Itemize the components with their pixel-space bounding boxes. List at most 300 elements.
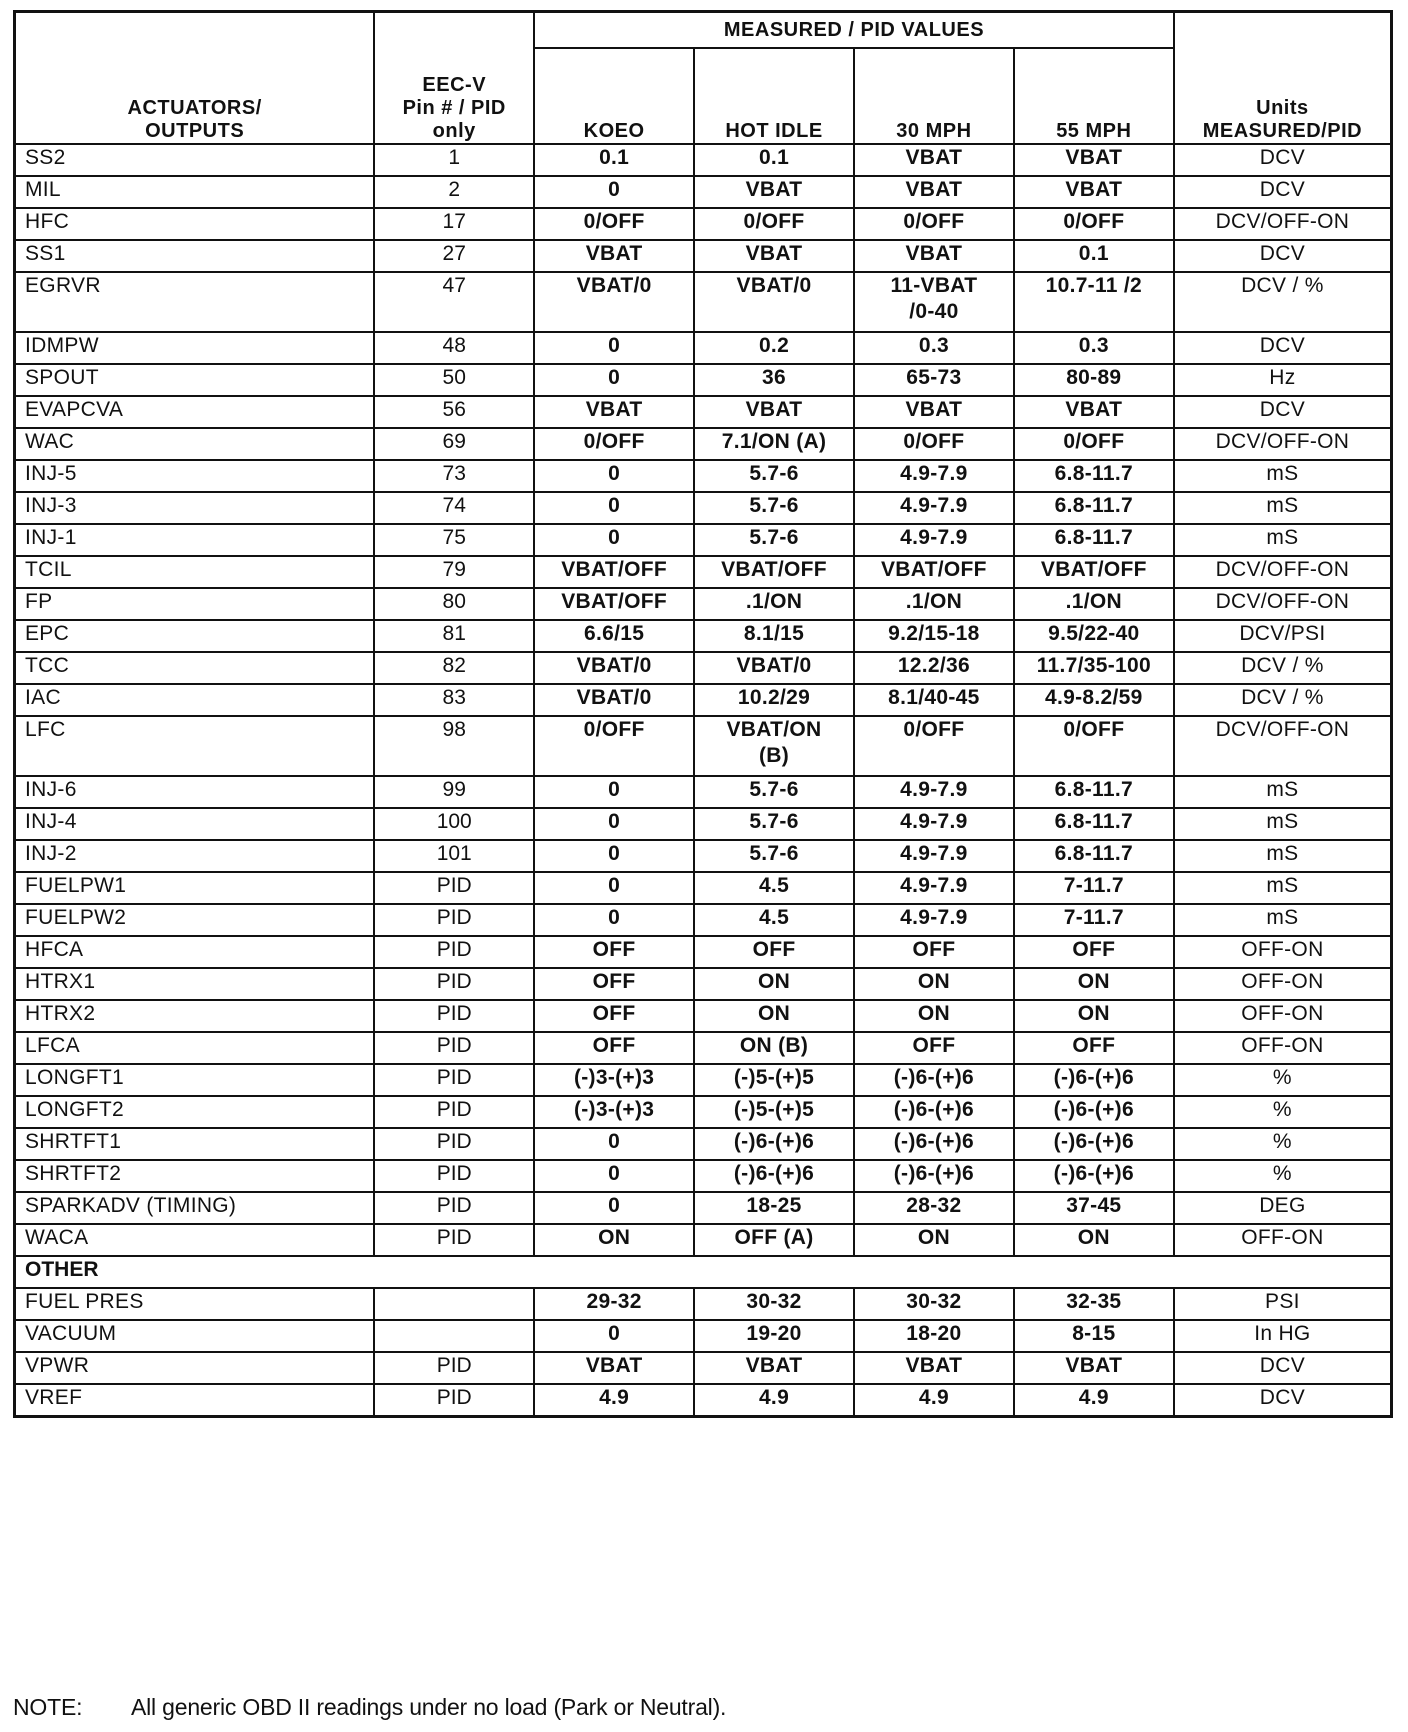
- cell-hot-idle: VBAT/0: [694, 652, 854, 684]
- cell-pin: 101: [374, 840, 534, 872]
- cell-units: DCV: [1174, 1352, 1392, 1384]
- section-row-other: [15, 1256, 1392, 1288]
- cell-name: VACUUM: [15, 1320, 375, 1352]
- cell-hot-idle: 19-20: [694, 1320, 854, 1352]
- cell-55mph: 0/OFF: [1014, 716, 1174, 776]
- cell-55mph: VBAT: [1014, 176, 1174, 208]
- cell-pin: 48: [374, 332, 534, 364]
- cell-pin: 74: [374, 492, 534, 524]
- cell-55mph: 8-15: [1014, 1320, 1174, 1352]
- cell-hot-idle: VBAT/0: [694, 272, 854, 332]
- cell-units: OFF-ON: [1174, 936, 1392, 968]
- cell-hot-idle: OFF (A): [694, 1224, 854, 1256]
- header-pin: EEC-V Pin # / PID only: [374, 12, 534, 145]
- cell-units: mS: [1174, 840, 1392, 872]
- cell-koeo: VBAT/OFF: [534, 556, 694, 588]
- cell-30mph: 0/OFF: [854, 208, 1014, 240]
- cell-30mph: 4.9-7.9: [854, 904, 1014, 936]
- cell-hot-idle: VBAT: [694, 396, 854, 428]
- table-row: [15, 1288, 1392, 1320]
- cell-koeo: 0: [534, 492, 694, 524]
- cell-koeo: 0: [534, 364, 694, 396]
- cell-55mph: 6.8-11.7: [1014, 460, 1174, 492]
- cell-units: mS: [1174, 776, 1392, 808]
- cell-hot-idle: (-)5-(+)5: [694, 1096, 854, 1128]
- cell-name: SS1: [15, 240, 375, 272]
- cell-hot-idle: 0.2: [694, 332, 854, 364]
- header-30mph: 30 MPH: [854, 48, 1014, 144]
- cell-koeo: 0: [534, 1192, 694, 1224]
- cell-pin: PID: [374, 1000, 534, 1032]
- cell-name: FUEL PRES: [15, 1288, 375, 1320]
- cell-name: LONGFT2: [15, 1096, 375, 1128]
- cell-30mph: 18-20: [854, 1320, 1014, 1352]
- cell-hot-idle: (-)6-(+)6: [694, 1160, 854, 1192]
- cell-units: DCV / %: [1174, 684, 1392, 716]
- cell-koeo: OFF: [534, 936, 694, 968]
- cell-units: mS: [1174, 460, 1392, 492]
- cell-55mph: (-)6-(+)6: [1014, 1160, 1174, 1192]
- cell-koeo: 0: [534, 524, 694, 556]
- cell-pin: PID: [374, 1032, 534, 1064]
- table-row: [15, 332, 1392, 364]
- table-row: [15, 1384, 1392, 1417]
- table-row: [15, 396, 1392, 428]
- cell-55mph: 0.1: [1014, 240, 1174, 272]
- table-row: [15, 524, 1392, 556]
- cell-pin: 80: [374, 588, 534, 620]
- cell-pin: 2: [374, 176, 534, 208]
- cell-koeo: VBAT/0: [534, 272, 694, 332]
- cell-koeo: 0: [534, 904, 694, 936]
- cell-55mph: 6.8-11.7: [1014, 492, 1174, 524]
- cell-units: DCV/OFF-ON: [1174, 716, 1392, 776]
- table-row: [15, 968, 1392, 1000]
- cell-pin: PID: [374, 1096, 534, 1128]
- cell-koeo: 4.9: [534, 1384, 694, 1417]
- cell-30mph: VBAT: [854, 176, 1014, 208]
- cell-hot-idle: 0/OFF: [694, 208, 854, 240]
- cell-units: DCV/PSI: [1174, 620, 1392, 652]
- cell-units: In HG: [1174, 1320, 1392, 1352]
- footnote: [13, 1693, 726, 1721]
- cell-55mph: 0/OFF: [1014, 208, 1174, 240]
- cell-koeo: ON: [534, 1224, 694, 1256]
- cell-units: DCV/OFF-ON: [1174, 588, 1392, 620]
- cell-name: SHRTFT2: [15, 1160, 375, 1192]
- cell-units: mS: [1174, 524, 1392, 556]
- cell-pin: 99: [374, 776, 534, 808]
- cell-pin: PID: [374, 968, 534, 1000]
- cell-30mph: 4.9-7.9: [854, 840, 1014, 872]
- cell-name: INJ-1: [15, 524, 375, 556]
- table-row: [15, 176, 1392, 208]
- cell-name: HTRX1: [15, 968, 375, 1000]
- cell-55mph: 6.8-11.7: [1014, 776, 1174, 808]
- cell-koeo: VBAT: [534, 1352, 694, 1384]
- table-row: [15, 240, 1392, 272]
- cell-hot-idle: (-)5-(+)5: [694, 1064, 854, 1096]
- cell-units: %: [1174, 1096, 1392, 1128]
- cell-name: IAC: [15, 684, 375, 716]
- cell-name: LFCA: [15, 1032, 375, 1064]
- cell-units: OFF-ON: [1174, 1224, 1392, 1256]
- cell-30mph: 30-32: [854, 1288, 1014, 1320]
- cell-pin: 81: [374, 620, 534, 652]
- cell-30mph: ON: [854, 968, 1014, 1000]
- cell-units: mS: [1174, 808, 1392, 840]
- cell-pin: PID: [374, 872, 534, 904]
- cell-55mph: 4.9-8.2/59: [1014, 684, 1174, 716]
- cell-koeo: OFF: [534, 968, 694, 1000]
- cell-name: FP: [15, 588, 375, 620]
- cell-55mph: (-)6-(+)6: [1014, 1096, 1174, 1128]
- table-row: [15, 808, 1392, 840]
- cell-name: HFC: [15, 208, 375, 240]
- cell-30mph: ON: [854, 1224, 1014, 1256]
- cell-pin: 82: [374, 652, 534, 684]
- cell-name: EPC: [15, 620, 375, 652]
- cell-55mph: ON: [1014, 1000, 1174, 1032]
- table-row: [15, 1192, 1392, 1224]
- cell-30mph: 65-73: [854, 364, 1014, 396]
- cell-name: INJ-2: [15, 840, 375, 872]
- cell-koeo: 29-32: [534, 1288, 694, 1320]
- cell-pin: 73: [374, 460, 534, 492]
- cell-koeo: VBAT: [534, 240, 694, 272]
- cell-pin: 17: [374, 208, 534, 240]
- cell-hot-idle: ON: [694, 1000, 854, 1032]
- table-row: [15, 1352, 1392, 1384]
- cell-koeo: (-)3-(+)3: [534, 1096, 694, 1128]
- cell-30mph: 4.9-7.9: [854, 776, 1014, 808]
- cell-koeo: 0: [534, 776, 694, 808]
- cell-pin: PID: [374, 1064, 534, 1096]
- cell-name: INJ-5: [15, 460, 375, 492]
- cell-55mph: 9.5/22-40: [1014, 620, 1174, 652]
- table-row: [15, 872, 1392, 904]
- cell-pin: PID: [374, 1224, 534, 1256]
- cell-units: mS: [1174, 492, 1392, 524]
- cell-koeo: 0: [534, 840, 694, 872]
- cell-units: %: [1174, 1128, 1392, 1160]
- cell-name: VPWR: [15, 1352, 375, 1384]
- cell-55mph: 7-11.7: [1014, 872, 1174, 904]
- cell-koeo: 0: [534, 1320, 694, 1352]
- cell-hot-idle: 7.1/ON (A): [694, 428, 854, 460]
- cell-30mph: ON: [854, 1000, 1014, 1032]
- cell-hot-idle: ON: [694, 968, 854, 1000]
- cell-30mph: OFF: [854, 1032, 1014, 1064]
- cell-55mph: 80-89: [1014, 364, 1174, 396]
- cell-name: SS2: [15, 144, 375, 176]
- cell-55mph: OFF: [1014, 1032, 1174, 1064]
- cell-30mph: (-)6-(+)6: [854, 1128, 1014, 1160]
- cell-name: WAC: [15, 428, 375, 460]
- cell-30mph: (-)6-(+)6: [854, 1096, 1014, 1128]
- cell-units: OFF-ON: [1174, 968, 1392, 1000]
- cell-55mph: 6.8-11.7: [1014, 524, 1174, 556]
- cell-hot-idle: VBAT: [694, 176, 854, 208]
- cell-pin: 47: [374, 272, 534, 332]
- cell-units: DCV / %: [1174, 652, 1392, 684]
- cell-units: DCV: [1174, 240, 1392, 272]
- table-row: [15, 364, 1392, 396]
- cell-30mph: .1/ON: [854, 588, 1014, 620]
- cell-hot-idle: 5.7-6: [694, 776, 854, 808]
- cell-units: PSI: [1174, 1288, 1392, 1320]
- cell-units: DCV/OFF-ON: [1174, 556, 1392, 588]
- cell-name: VREF: [15, 1384, 375, 1417]
- table-row: [15, 652, 1392, 684]
- cell-units: OFF-ON: [1174, 1032, 1392, 1064]
- table-row: [15, 1160, 1392, 1192]
- pid-values-table: [13, 10, 1393, 1418]
- table-row: [15, 620, 1392, 652]
- cell-name: TCC: [15, 652, 375, 684]
- section-label: OTHER: [15, 1256, 1392, 1288]
- cell-30mph: 4.9: [854, 1384, 1014, 1417]
- table-row: [15, 840, 1392, 872]
- cell-55mph: ON: [1014, 1224, 1174, 1256]
- cell-name: INJ-3: [15, 492, 375, 524]
- cell-pin: PID: [374, 936, 534, 968]
- cell-pin: [374, 1288, 534, 1320]
- table-row: [15, 556, 1392, 588]
- cell-55mph: OFF: [1014, 936, 1174, 968]
- cell-30mph: 0/OFF: [854, 716, 1014, 776]
- cell-koeo: VBAT/OFF: [534, 588, 694, 620]
- cell-units: DCV: [1174, 396, 1392, 428]
- cell-name: IDMPW: [15, 332, 375, 364]
- cell-30mph: VBAT: [854, 1352, 1014, 1384]
- table-row: [15, 144, 1392, 176]
- table-row: [15, 1224, 1392, 1256]
- table-row: [15, 428, 1392, 460]
- cell-hot-idle: 18-25: [694, 1192, 854, 1224]
- cell-koeo: (-)3-(+)3: [534, 1064, 694, 1096]
- cell-pin: 1: [374, 144, 534, 176]
- cell-55mph: VBAT: [1014, 1352, 1174, 1384]
- cell-30mph: 4.9-7.9: [854, 460, 1014, 492]
- table-row: [15, 936, 1392, 968]
- cell-55mph: VBAT: [1014, 144, 1174, 176]
- header-units: Units MEASURED/PID: [1174, 12, 1392, 145]
- cell-55mph: 11.7/35-100: [1014, 652, 1174, 684]
- cell-30mph: VBAT: [854, 144, 1014, 176]
- cell-55mph: 0/OFF: [1014, 428, 1174, 460]
- cell-55mph: 37-45: [1014, 1192, 1174, 1224]
- cell-koeo: 0/OFF: [534, 716, 694, 776]
- cell-hot-idle: 5.7-6: [694, 840, 854, 872]
- cell-koeo: 0: [534, 1160, 694, 1192]
- cell-units: DCV / %: [1174, 272, 1392, 332]
- cell-pin: 27: [374, 240, 534, 272]
- cell-units: %: [1174, 1160, 1392, 1192]
- header-measured-group: MEASURED / PID VALUES: [534, 12, 1174, 49]
- cell-30mph: 0.3: [854, 332, 1014, 364]
- table-row: [15, 1320, 1392, 1352]
- cell-units: OFF-ON: [1174, 1000, 1392, 1032]
- cell-hot-idle: 5.7-6: [694, 524, 854, 556]
- cell-pin: PID: [374, 1352, 534, 1384]
- cell-units: DCV: [1174, 144, 1392, 176]
- cell-55mph: 6.8-11.7: [1014, 808, 1174, 840]
- cell-pin: PID: [374, 1192, 534, 1224]
- table-row: [15, 588, 1392, 620]
- cell-hot-idle: ON (B): [694, 1032, 854, 1064]
- table-row: [15, 1064, 1392, 1096]
- cell-name: SHRTFT1: [15, 1128, 375, 1160]
- table-row: [15, 904, 1392, 936]
- header-koeo: KOEO: [534, 48, 694, 144]
- cell-koeo: OFF: [534, 1032, 694, 1064]
- cell-hot-idle: 5.7-6: [694, 460, 854, 492]
- cell-units: DCV/OFF-ON: [1174, 428, 1392, 460]
- cell-55mph: VBAT: [1014, 396, 1174, 428]
- cell-hot-idle: 4.9: [694, 1384, 854, 1417]
- cell-pin: 69: [374, 428, 534, 460]
- cell-55mph: 7-11.7: [1014, 904, 1174, 936]
- cell-hot-idle: 4.5: [694, 872, 854, 904]
- cell-55mph: (-)6-(+)6: [1014, 1064, 1174, 1096]
- cell-name: FUELPW1: [15, 872, 375, 904]
- cell-55mph: 32-35: [1014, 1288, 1174, 1320]
- cell-pin: 50: [374, 364, 534, 396]
- cell-30mph: 28-32: [854, 1192, 1014, 1224]
- table-row: [15, 460, 1392, 492]
- cell-30mph: (-)6-(+)6: [854, 1160, 1014, 1192]
- cell-pin: PID: [374, 1160, 534, 1192]
- cell-hot-idle: 5.7-6: [694, 808, 854, 840]
- cell-30mph: 11-VBAT /0-40: [854, 272, 1014, 332]
- cell-hot-idle: VBAT/ON (B): [694, 716, 854, 776]
- table-row: [15, 1128, 1392, 1160]
- cell-pin: 83: [374, 684, 534, 716]
- cell-koeo: VBAT/0: [534, 652, 694, 684]
- cell-name: FUELPW2: [15, 904, 375, 936]
- cell-30mph: VBAT/OFF: [854, 556, 1014, 588]
- table-header: [15, 12, 1392, 145]
- table-row: [15, 492, 1392, 524]
- cell-koeo: 0: [534, 1128, 694, 1160]
- cell-55mph: 10.7-11 /2: [1014, 272, 1174, 332]
- table-row: [15, 1096, 1392, 1128]
- note-label: NOTE:: [13, 1694, 83, 1720]
- cell-units: DCV: [1174, 332, 1392, 364]
- cell-koeo: VBAT/0: [534, 684, 694, 716]
- cell-30mph: 8.1/40-45: [854, 684, 1014, 716]
- cell-koeo: 0/OFF: [534, 428, 694, 460]
- cell-name: SPARKADV (TIMING): [15, 1192, 375, 1224]
- table-row: [15, 208, 1392, 240]
- cell-name: INJ-4: [15, 808, 375, 840]
- table-body: [15, 144, 1392, 1417]
- cell-name: LFC: [15, 716, 375, 776]
- cell-koeo: 0: [534, 460, 694, 492]
- cell-units: DCV: [1174, 176, 1392, 208]
- cell-hot-idle: 10.2/29: [694, 684, 854, 716]
- cell-55mph: (-)6-(+)6: [1014, 1128, 1174, 1160]
- cell-koeo: 0: [534, 872, 694, 904]
- cell-units: DEG: [1174, 1192, 1392, 1224]
- cell-30mph: 0/OFF: [854, 428, 1014, 460]
- cell-name: WACA: [15, 1224, 375, 1256]
- cell-units: Hz: [1174, 364, 1392, 396]
- cell-pin: 75: [374, 524, 534, 556]
- cell-koeo: 6.6/15: [534, 620, 694, 652]
- cell-pin: 56: [374, 396, 534, 428]
- cell-koeo: 0: [534, 176, 694, 208]
- cell-55mph: 0.3: [1014, 332, 1174, 364]
- cell-hot-idle: 36: [694, 364, 854, 396]
- cell-pin: 100: [374, 808, 534, 840]
- cell-55mph: ON: [1014, 968, 1174, 1000]
- cell-units: mS: [1174, 872, 1392, 904]
- cell-units: DCV: [1174, 1384, 1392, 1417]
- cell-30mph: VBAT: [854, 396, 1014, 428]
- cell-name: EGRVR: [15, 272, 375, 332]
- table-row: [15, 716, 1392, 776]
- cell-hot-idle: VBAT: [694, 240, 854, 272]
- cell-pin: [374, 1320, 534, 1352]
- cell-pin: PID: [374, 1384, 534, 1417]
- table-row: [15, 1032, 1392, 1064]
- table-row: [15, 776, 1392, 808]
- cell-30mph: 4.9-7.9: [854, 524, 1014, 556]
- cell-units: %: [1174, 1064, 1392, 1096]
- cell-30mph: OFF: [854, 936, 1014, 968]
- cell-hot-idle: OFF: [694, 936, 854, 968]
- cell-pin: 79: [374, 556, 534, 588]
- cell-30mph: 4.9-7.9: [854, 808, 1014, 840]
- cell-units: DCV/OFF-ON: [1174, 208, 1392, 240]
- table-row: [15, 272, 1392, 332]
- cell-koeo: VBAT: [534, 396, 694, 428]
- cell-name: SPOUT: [15, 364, 375, 396]
- cell-pin: PID: [374, 904, 534, 936]
- cell-30mph: 4.9-7.9: [854, 872, 1014, 904]
- cell-hot-idle: .1/ON: [694, 588, 854, 620]
- note-text: All generic OBD II readings under no load (Park or Neutral).: [131, 1694, 727, 1720]
- cell-koeo: 0: [534, 332, 694, 364]
- cell-55mph: 4.9: [1014, 1384, 1174, 1417]
- table-row: [15, 684, 1392, 716]
- cell-name: LONGFT1: [15, 1064, 375, 1096]
- cell-units: mS: [1174, 904, 1392, 936]
- cell-koeo: 0: [534, 808, 694, 840]
- cell-hot-idle: VBAT/OFF: [694, 556, 854, 588]
- table-row: [15, 1000, 1392, 1032]
- cell-55mph: 6.8-11.7: [1014, 840, 1174, 872]
- cell-koeo: 0.1: [534, 144, 694, 176]
- cell-hot-idle: (-)6-(+)6: [694, 1128, 854, 1160]
- cell-hot-idle: 8.1/15: [694, 620, 854, 652]
- cell-name: EVAPCVA: [15, 396, 375, 428]
- cell-55mph: VBAT/OFF: [1014, 556, 1174, 588]
- cell-30mph: (-)6-(+)6: [854, 1064, 1014, 1096]
- cell-hot-idle: 5.7-6: [694, 492, 854, 524]
- cell-name: INJ-6: [15, 776, 375, 808]
- cell-pin: 98: [374, 716, 534, 776]
- cell-name: TCIL: [15, 556, 375, 588]
- cell-hot-idle: 30-32: [694, 1288, 854, 1320]
- cell-name: HTRX2: [15, 1000, 375, 1032]
- header-actuators: ACTUATORS/ OUTPUTS: [15, 12, 375, 145]
- cell-55mph: .1/ON: [1014, 588, 1174, 620]
- cell-30mph: 4.9-7.9: [854, 492, 1014, 524]
- cell-hot-idle: VBAT: [694, 1352, 854, 1384]
